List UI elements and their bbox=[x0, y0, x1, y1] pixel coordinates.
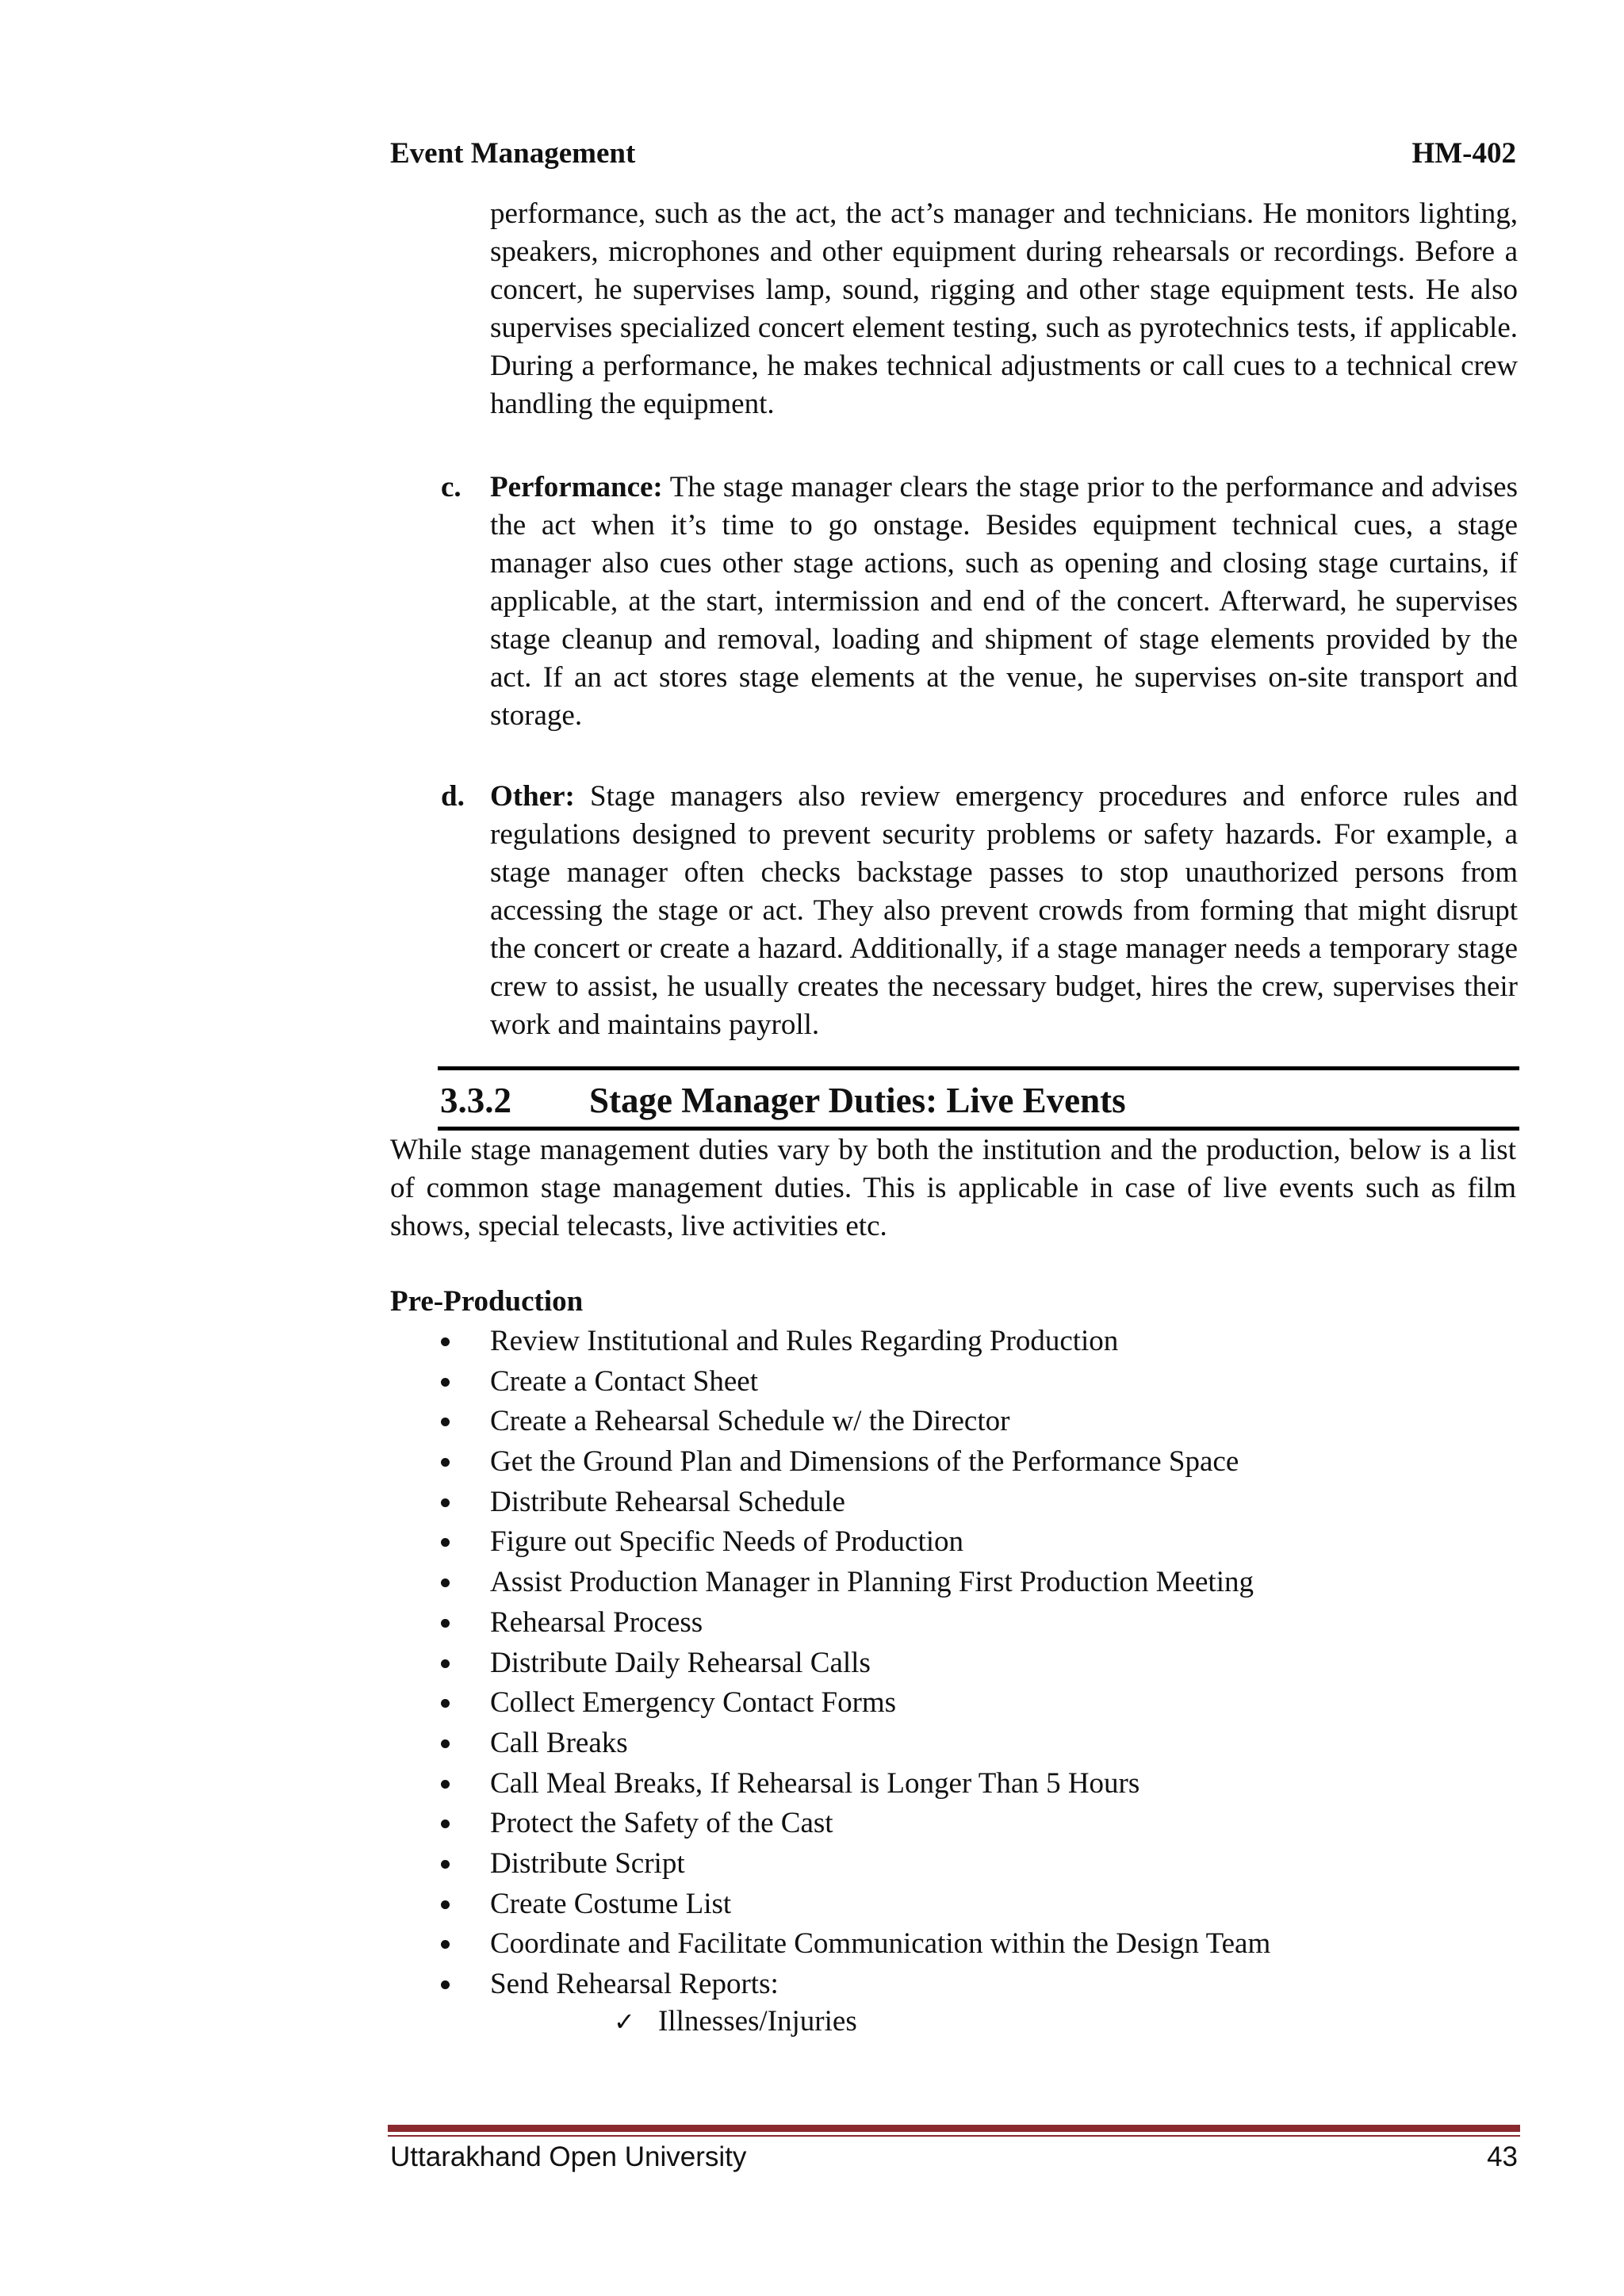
footer-institution: Uttarakhand Open University bbox=[390, 2141, 747, 2172]
item-letter-d: d. bbox=[441, 780, 465, 813]
section-heading bbox=[440, 1076, 1519, 1125]
list-item bbox=[390, 1764, 1516, 1804]
list-item-text: Get the Ground Plan and Dimensions of the Performance Space bbox=[490, 1445, 1239, 1479]
list-item bbox=[390, 1322, 1516, 1362]
bullet-icon bbox=[441, 1699, 450, 1708]
item-title: Other: bbox=[490, 780, 575, 813]
list-item bbox=[390, 1362, 1516, 1402]
list-item-text: Protect the Safety of the Cast bbox=[490, 1807, 833, 1840]
page-footer bbox=[390, 2137, 1518, 2177]
bullet-icon bbox=[441, 1659, 450, 1668]
sub-list-item bbox=[614, 2002, 857, 2042]
list-item-text: Collect Emergency Contact Forms bbox=[490, 1686, 897, 1720]
list-item-text: Distribute Script bbox=[490, 1846, 685, 1880]
continued-item-b bbox=[490, 195, 1518, 423]
item-title: Performance: bbox=[490, 471, 663, 503]
preproduction-list bbox=[390, 1322, 1516, 2005]
section-rule-top bbox=[438, 1066, 1519, 1070]
list-item-text: Distribute Daily Rehearsal Calls bbox=[490, 1646, 871, 1679]
list-item-text: Review Institutional and Rules Regarding Production bbox=[490, 1325, 1119, 1357]
checkmark-icon: ✓ bbox=[614, 2007, 635, 2037]
list-item bbox=[390, 1683, 1516, 1724]
list-item bbox=[390, 1644, 1516, 1684]
list-item-text: Create a Rehearsal Schedule w/ the Director bbox=[490, 1405, 1010, 1438]
bullet-icon bbox=[441, 1418, 450, 1426]
running-header bbox=[390, 133, 1516, 174]
bullet-icon bbox=[441, 1780, 450, 1789]
footer-rule-thin bbox=[388, 2135, 1520, 2137]
sub-list-item-text: Illnesses/Injuries bbox=[658, 2005, 857, 2038]
bullet-icon bbox=[441, 1378, 450, 1387]
list-item bbox=[390, 1885, 1516, 1925]
bullet-icon bbox=[441, 1458, 450, 1467]
bullet-icon bbox=[441, 1498, 450, 1507]
list-item bbox=[390, 1483, 1516, 1523]
continued-paragraph: performance, such as the act, the act’s manager and technicians. He monitors lighting, speakers, microphones and other equipment during rehearsals or recordings. Before a concert, he supervises lamp, sound, rigging and other stage equipment tests. He also supervises specialized concert element testing, such as pyrotechnics tests, if applicable. During a performance, he makes technical adjustments or call cues to a technical crew handling the equipment. bbox=[490, 197, 1518, 420]
list-item-text: Assist Production Manager in Planning First Production Meeting bbox=[490, 1566, 1254, 1599]
list-item bbox=[390, 1442, 1516, 1483]
list-item-text: Send Rehearsal Reports: bbox=[490, 1968, 779, 2000]
list-item-text: Call Breaks bbox=[490, 1726, 628, 1759]
bullet-icon bbox=[441, 1940, 450, 1949]
header-course-title: Event Management bbox=[390, 137, 636, 170]
section-intro bbox=[390, 1131, 1516, 1246]
list-item-text: Coordinate and Facilitate Communication within the Design Team bbox=[490, 1927, 1271, 1961]
list-item bbox=[390, 1402, 1516, 1442]
list-item-text: Distribute Rehearsal Schedule bbox=[490, 1485, 845, 1518]
bullet-icon bbox=[441, 1980, 450, 1989]
page-number: 43 bbox=[1487, 2141, 1518, 2172]
footer-rule bbox=[388, 2125, 1520, 2132]
item-paragraph bbox=[490, 469, 1518, 735]
item-letter-c: c. bbox=[441, 471, 462, 503]
item-paragraph bbox=[490, 778, 1518, 1044]
item-text: Stage managers also review emergency procedures and enforce rules and regulations designed to prevent security problems or safety hazards. For example, a stage manager often checks backstage passes to stop unauthorized persons from accessing the stage or act. They also prevent crowds from forming that might disrupt the concert or create a hazard. Additionally, if a stage manager needs a temporary stage crew to assist, he usually creates the necessary budget, hires the crew, supervises their work and maintains payroll. bbox=[490, 780, 1518, 1041]
list-item-text: Call Meal Breaks, If Rehearsal is Longer Than 5 Hours bbox=[490, 1766, 1140, 1800]
section-number: 3.3.2 bbox=[440, 1081, 511, 1120]
bullet-icon bbox=[441, 1860, 450, 1869]
bullet-icon bbox=[441, 1337, 450, 1346]
section-rule-bottom bbox=[438, 1127, 1519, 1131]
list-item bbox=[390, 1965, 1516, 2005]
bullet-icon bbox=[441, 1739, 450, 1748]
item-other bbox=[490, 778, 1518, 1044]
list-item-text: Create a Contact Sheet bbox=[490, 1364, 759, 1398]
preproduction-heading: Pre-Production bbox=[390, 1285, 584, 1318]
bullet-icon bbox=[441, 1820, 450, 1828]
list-item bbox=[390, 1522, 1516, 1563]
item-text: The stage manager clears the stage prior to the performance and advises the act when it’s time to go onstage. Besides equipment technical cues, a stage manager also cues other stage actions, such as opening and closing stage curtains, if applicable, at the start, intermission and end of the concert. Afterward, he supervises stage cleanup and removal, loading and shipment of stage elements provided by the act. If an act stores stage elements at the venue, he supervises on-site transport and storage. bbox=[490, 471, 1518, 732]
list-item-text: Figure out Specific Needs of Production bbox=[490, 1525, 964, 1559]
section-title: Stage Manager Duties: Live Events bbox=[589, 1081, 1126, 1120]
list-item bbox=[390, 1844, 1516, 1885]
list-item-text: Rehearsal Process bbox=[490, 1605, 703, 1639]
bullet-icon bbox=[441, 1538, 450, 1547]
list-item bbox=[390, 1804, 1516, 1844]
list-item bbox=[390, 1603, 1516, 1644]
list-item bbox=[390, 1724, 1516, 1764]
bullet-icon bbox=[441, 1619, 450, 1628]
list-item-text: Create Costume List bbox=[490, 1887, 732, 1920]
intro-paragraph: While stage management duties vary by both the institution and the production, below is a list of common stage management duties. This is applicable in case of live events such as film shows, special telecasts, live activities etc. bbox=[390, 1134, 1516, 1242]
bullet-icon bbox=[441, 1578, 450, 1587]
list-item bbox=[390, 1563, 1516, 1603]
list-item bbox=[390, 1924, 1516, 1965]
item-performance bbox=[490, 469, 1518, 735]
header-course-code: HM-402 bbox=[1411, 137, 1516, 170]
bullet-icon bbox=[441, 1900, 450, 1909]
